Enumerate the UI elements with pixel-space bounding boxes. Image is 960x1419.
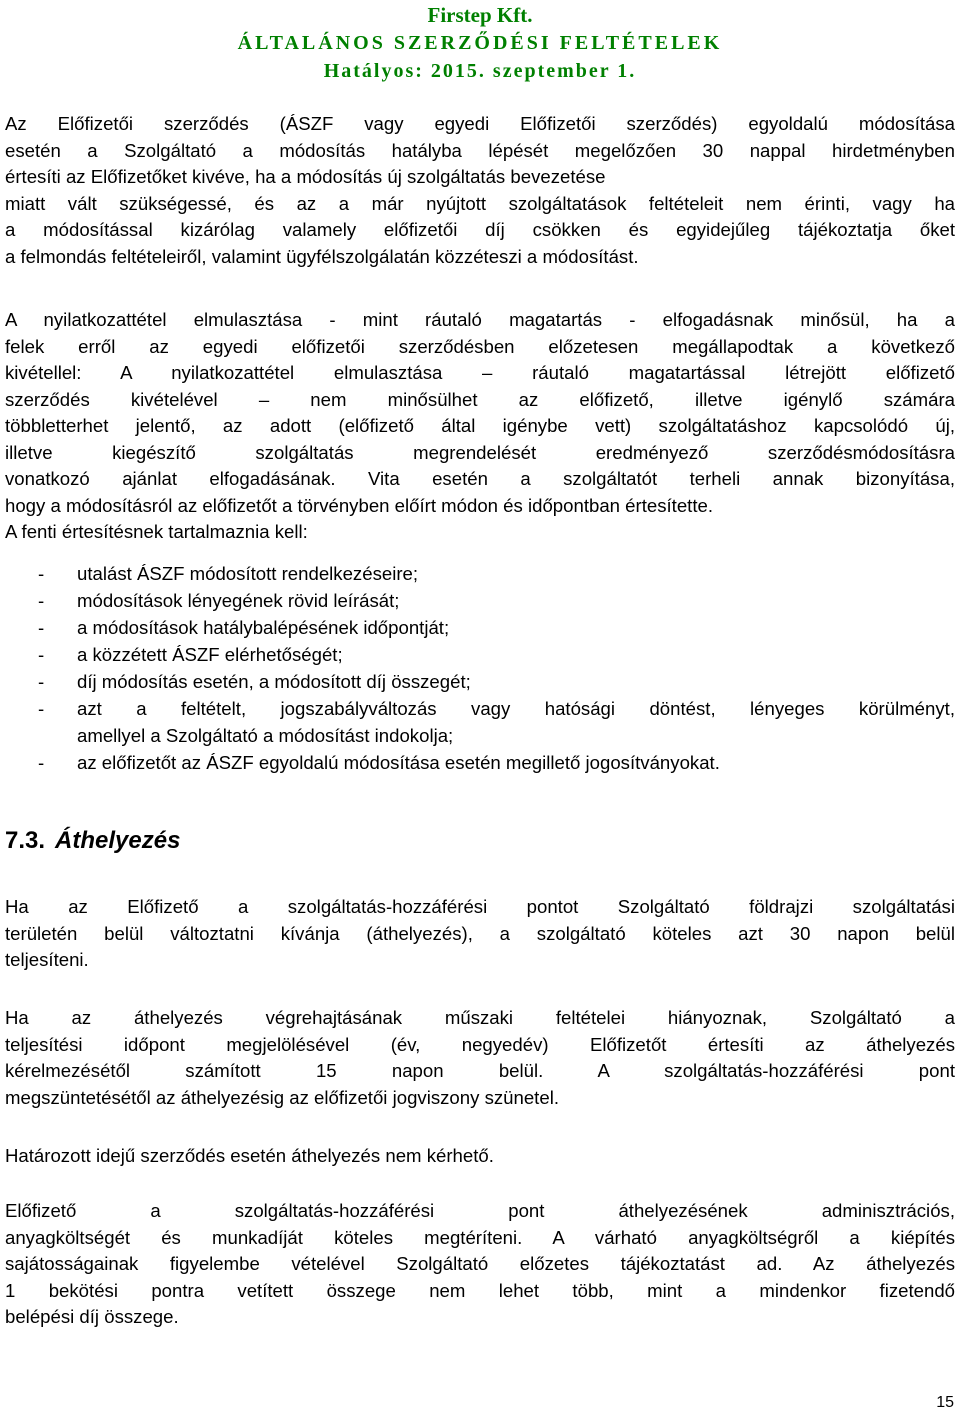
page-number: 15 (936, 1394, 954, 1411)
list-item-text: módosítások lényegének rövid leírását; (77, 590, 400, 611)
text-line: kivétellel: A nyilatkozattétel elmulasztása – ráutaló magatartással létrejött előfizető (5, 362, 955, 383)
list-item-text: díj módosítás esetén, a módosított díj összegét; (77, 671, 471, 692)
text-line: Az Előfizetői szerződés (ÁSZF vagy egyedi Előfizetői szerződés) egyoldalú módosítása (5, 113, 955, 134)
text-line: Előfizető a szolgáltatás-hozzáférési pont áthelyezésének adminisztrációs, (5, 1200, 955, 1221)
text-line: belépési díj összege. (5, 1306, 179, 1327)
section-number: 7.3. (5, 827, 46, 854)
list-dash: - (38, 644, 45, 665)
list-item-text: a módosítások hatálybalépésének időpontját; (77, 617, 450, 638)
section-heading (5, 827, 180, 855)
paragraph-relocation-request (5, 894, 955, 974)
text-line: illetve kiegészítő szolgáltatás megrendelését eredményező szerződésmódosításra (5, 441, 955, 463)
paragraph-modification-notice (5, 111, 955, 270)
text-line: anyagköltségét és munkadíját köteles megtéríteni. A várható anyagköltségről a kiépítés (5, 1226, 955, 1248)
text-line: A fenti értesítésnek tartalmaznia kell: (5, 521, 308, 542)
paragraph-technical-conditions (5, 1005, 955, 1111)
list-dash: - (38, 590, 45, 611)
list-item-text: amellyel a Szolgáltató a módosítást indokolja; (77, 725, 454, 746)
text-line: területén belül változtatni kívánja (áthelyezés), a szolgáltató köteles azt 30 napon belül (5, 922, 955, 944)
paragraph-relocation-costs (5, 1198, 955, 1331)
text-line: 1 bekötési pontra vetített összege nem lehet több, mint a mindenkor fizetendő (5, 1279, 955, 1301)
text-line: A nyilatkozattétel elmulasztása - mint ráutaló magatartás - elfogadásnak minősül, ha a (5, 309, 955, 330)
text-line: a módosítással kizárólag valamely előfizetői díj csökken és egyidejűleg tájékoztatja őket (5, 219, 955, 240)
text-line: kérelmezésétől számított 15 napon belül. A szolgáltatás-hozzáférési pont (5, 1060, 955, 1081)
text-line: értesíti az Előfizetőket kivéve, ha a módosítás új szolgáltatás bevezetése (5, 166, 606, 187)
text-line: Ha az áthelyezés végrehajtásának műszaki feltételei hiányoznak, Szolgáltató a (5, 1007, 955, 1028)
text-line: Ha az Előfizető a szolgáltatás-hozzáférési pontot Szolgáltató földrajzi szolgáltatási (5, 896, 955, 917)
list-item-text: a közzétett ÁSZF elérhetőségét; (77, 644, 343, 665)
text-line: megszüntetésétől az áthelyezésig az előfizetői jogviszony szünetel. (5, 1086, 559, 1108)
paragraph-implied-consent (5, 307, 955, 546)
text-line: vonatkozó ajánlat elfogadásának. Vita esetén a szolgáltatót terheli annak bizonyítása, (5, 468, 955, 489)
text-line: Határozott idejű szerződés esetén áthelyezés nem kérhető. (5, 1145, 494, 1166)
text-line: hogy a módosításról az előfizetőt a törvényben előírt módon és időpontban értesítette. (5, 494, 714, 516)
header-doc-title: ÁLTALÁNOS SZERZŐDÉSI FELTÉTELEK (237, 32, 723, 54)
list-dash: - (38, 698, 45, 719)
text-line: szerződés kivételével – nem minősülhet az előfizető, illetve igénylő számára (5, 388, 955, 410)
list-dash: - (38, 752, 45, 773)
text-line: a felmondás feltételeiről, valamint ügyfélszolgálatán közzéteszi a módosítást. (5, 245, 639, 267)
text-line: többletterhet jelentő, az adott (előfizető által igénybe vett) szolgáltatáshoz kapcsolódó új, (5, 415, 955, 436)
list-dash: - (38, 671, 45, 692)
header-company: Firstep Kft. (427, 3, 533, 27)
text-line: teljesítési időpont megjelölésével (év, negyedév) Előfizetőt értesíti az áthelyezés (5, 1033, 955, 1055)
text-line: teljesíteni. (5, 949, 89, 970)
list-dash: - (38, 617, 45, 638)
text-line: sajátosságainak figyelembe vételével Szolgáltató előzetes tájékoztatást ad. Az áthelyezés (5, 1253, 955, 1274)
list-item-text: utalást ÁSZF módosított rendelkezéseire; (77, 563, 419, 584)
paragraph-fixed-term (5, 1143, 955, 1170)
header-effective-date: Hatályos: 2015. szeptember 1. (323, 60, 637, 82)
list-dash: - (38, 563, 45, 584)
text-line: miatt vált szükségessé, és az a már nyújtott szolgáltatások feltételeit nem érinti, vagy ha (5, 192, 955, 214)
text-line: esetén a Szolgáltató a módosítás hatályba lépését megelőzően 30 nappal hirdetményben (5, 139, 955, 161)
list-item-text: az előfizetőt az ÁSZF egyoldalú módosítása esetén megillető jogosítványokat. (77, 752, 720, 773)
text-line: felek erről az egyedi előfizetői szerződésben előzetesen megállapodtak a következő (5, 335, 955, 357)
section-title: Áthelyezés (55, 827, 181, 854)
list-item-text: azt a feltételt, jogszabályváltozás vagy hatósági döntést, lényeges körülményt, (77, 698, 955, 719)
